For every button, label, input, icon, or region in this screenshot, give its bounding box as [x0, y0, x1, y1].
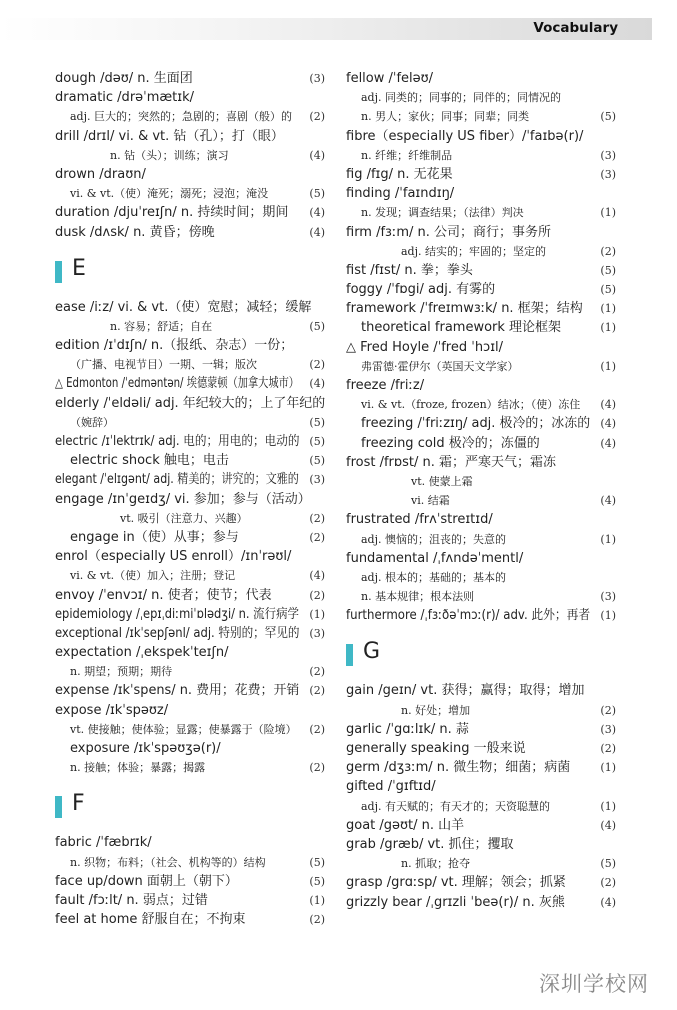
entry-text: adj. 巨大的；突然的；急剧的；喜剧（般）的 — [70, 110, 293, 124]
entry-line — [55, 720, 325, 739]
unit-number: (1) — [600, 532, 616, 546]
section-heading-g — [346, 635, 616, 677]
entry-text: gifted /ˈgɪftɪd/ — [346, 779, 436, 795]
entry-line — [346, 280, 616, 299]
entry-text: （婉辞） — [70, 415, 114, 429]
entry-line — [55, 833, 325, 852]
entry-line — [346, 816, 616, 835]
section-heading-f — [55, 787, 325, 829]
entry-text: drown /draʊn/ — [55, 166, 146, 182]
entry-text: adj. 同类的；同事的；同伴的；同情况的 — [361, 91, 562, 105]
entry-line — [55, 107, 325, 126]
entry-text: foggy /ˈfɒgi/ adj. 有雾的 — [346, 282, 496, 298]
unit-number: (3) — [600, 590, 616, 604]
entry-line — [55, 853, 325, 872]
entry-line — [55, 547, 325, 566]
unit-number: (2) — [600, 703, 616, 717]
entry-text: electric /ɪˈlektrɪk/ adj. 电的；用电的；电动的 — [55, 434, 300, 449]
unit-number: (2) — [309, 761, 325, 775]
unit-number: (2) — [309, 530, 325, 544]
entry-line — [346, 491, 616, 510]
unit-number: (1) — [309, 893, 325, 907]
entry-line — [55, 758, 325, 777]
unit-number: (2) — [309, 110, 325, 124]
entry-text: edition /ɪˈdɪʃn/ n.（报纸、杂志）一份； — [55, 338, 294, 354]
unit-number: (2) — [600, 244, 616, 258]
entry-line — [346, 261, 616, 280]
entry-text: fault /fɔːlt/ n. 弱点；过错 — [55, 892, 208, 908]
unit-number: (5) — [309, 415, 325, 429]
entry-text: vi. & vt.（使）淹死；溺死；浸泡；淹没 — [70, 187, 269, 201]
entry-text: elderly /ˈeldəli/ adj. 年纪较大的；上了年纪的 — [55, 395, 326, 411]
entry-line — [55, 317, 325, 336]
entry-line — [346, 223, 616, 242]
entry-text: n. 接触；体验；暴露；揭露 — [70, 761, 206, 775]
entry-line — [55, 586, 325, 605]
entry-text: frustrated /frʌˈstreɪtɪd/ — [346, 512, 493, 528]
entry-text: freezing cold 极冷的；冻僵的 — [361, 435, 540, 451]
entry-text: expose /ɪkˈspəʊz/ — [55, 702, 169, 718]
unit-number: (4) — [600, 494, 616, 508]
section-letter: F — [72, 791, 85, 817]
entry-line — [55, 223, 325, 242]
entry-line — [55, 336, 325, 355]
entry-text: drill /drɪl/ vi. & vt. 钻（孔）；打（眼） — [55, 128, 284, 144]
entry-line — [55, 739, 325, 758]
entry-text: fellow /ˈfeləʊ/ — [346, 71, 434, 86]
entry-line — [55, 605, 325, 624]
entry-line — [346, 835, 616, 854]
unit-number: (5) — [309, 454, 325, 468]
unit-number: (3) — [309, 626, 325, 640]
entry-line — [55, 470, 325, 489]
unit-number: (4) — [600, 818, 616, 832]
entry-line — [55, 374, 325, 393]
unit-number: (5) — [309, 319, 325, 333]
entry-line — [55, 451, 325, 470]
entry-text: freezing /ˈfriːzɪŋ/ adj. 极冷的；冰冻的 — [361, 416, 591, 432]
unit-number: (5) — [600, 263, 616, 277]
entry-text: germ /dʒɜːm/ n. 微生物；细菌；病菌 — [346, 760, 571, 776]
entry-line — [55, 203, 325, 222]
unit-number: (4) — [600, 417, 616, 431]
entry-line — [55, 566, 325, 585]
unit-number: (1) — [600, 799, 616, 813]
entry-text: vi. 结霜 — [411, 494, 450, 508]
unit-number: (2) — [309, 722, 325, 736]
unit-number: (2) — [309, 588, 325, 602]
entry-text: finding /ˈfaɪndɪŋ/ — [346, 186, 455, 202]
entry-line — [55, 509, 325, 528]
entry-line — [346, 107, 616, 126]
entry-line — [346, 318, 616, 337]
entry-text: △ Fred Hoyle /ˈfred ˈhɔɪl/ — [346, 339, 504, 355]
entry-line — [346, 165, 616, 184]
entry-line — [346, 127, 616, 146]
entry-line — [346, 758, 616, 777]
entry-line — [346, 587, 616, 606]
entry-text: elegant /ˈelɪgənt/ adj. 精美的；讲究的；文雅的 — [55, 472, 299, 488]
entry-text: grasp /grɑːsp/ vt. 理解；领会；抓紧 — [346, 875, 566, 891]
entry-text: epidemiology /ˌepɪˌdiːmiˈɒlədʒi/ n. 流行病学 — [55, 606, 299, 622]
unit-number: (4) — [600, 436, 616, 450]
entry-text: garlic /ˈgɑːlɪk/ n. 蒜 — [346, 721, 469, 737]
entry-text: engage /ɪnˈgeɪdʒ/ vi. 参加；参与（活动） — [55, 491, 311, 507]
entry-line — [346, 184, 616, 203]
unit-number: (3) — [600, 167, 616, 181]
unit-number: (1) — [600, 359, 616, 373]
entry-line — [346, 376, 616, 395]
entry-line — [55, 146, 325, 165]
unit-number: (4) — [600, 398, 616, 412]
entry-line — [55, 872, 325, 891]
entry-line — [55, 88, 325, 107]
entry-text: face up/down 面朝上（朝下） — [55, 873, 238, 889]
entry-text: frost /frɒst/ n. 霜；严寒天气；霜冻 — [346, 454, 557, 470]
page-section-title: Vocabulary — [533, 20, 618, 36]
entry-line — [55, 891, 325, 910]
left-column — [55, 69, 325, 929]
entry-text: enrol（especially US enroll）/ɪnˈrəʊl/ — [55, 549, 292, 565]
entry-text: n. 基本规律；根本法则 — [361, 590, 475, 604]
entry-text: electric shock 触电；电击 — [70, 453, 229, 469]
entry-text: vi. & vt.（使）加入；注册；登记 — [70, 569, 236, 583]
entry-text: n. 发现；调查结果；（法律）判决 — [361, 206, 524, 220]
unit-number: (3) — [600, 148, 616, 162]
section-marker — [55, 261, 62, 283]
unit-number: (2) — [309, 665, 325, 679]
entry-line — [346, 720, 616, 739]
entry-line — [55, 298, 325, 317]
entry-text: vt. 使蒙上霜 — [411, 474, 473, 488]
unit-number: (2) — [309, 913, 325, 927]
entry-line — [346, 549, 616, 568]
entry-line — [55, 624, 325, 643]
entry-line — [346, 357, 616, 376]
entry-line — [346, 69, 616, 88]
entry-line — [346, 395, 616, 414]
unit-number: (5) — [600, 110, 616, 124]
entry-line — [55, 165, 325, 184]
section-heading-e — [55, 252, 325, 294]
unit-number: (1) — [309, 607, 325, 621]
unit-number: (2) — [600, 876, 616, 890]
unit-number: (4) — [309, 148, 325, 162]
entry-text: dough /dəʊ/ n. 生面团 — [55, 71, 193, 86]
entry-line — [346, 681, 616, 700]
watermark: 深圳学校网 — [539, 972, 649, 996]
entry-line — [55, 355, 325, 374]
entry-text: feel at home 舒服自在；不拘束 — [55, 912, 246, 928]
entry-text: framework /ˈfreɪmwɜːk/ n. 框架；结构 — [346, 301, 583, 317]
unit-number: (1) — [600, 321, 616, 335]
entry-text: adj. 根本的；基础的；基本的 — [361, 570, 507, 584]
entry-text: dramatic /drəˈmætɪk/ — [55, 90, 194, 106]
unit-number: (5) — [309, 187, 325, 201]
entry-text: n. 男人；家伙；同事；同辈；同类 — [361, 110, 530, 124]
entry-line — [55, 643, 325, 662]
unit-number: (5) — [309, 435, 325, 448]
entry-text: duration /djuˈreɪʃn/ n. 持续时间；期间 — [55, 205, 289, 221]
entry-line — [346, 854, 616, 873]
entry-text: n. 纤维；纤维制品 — [361, 148, 453, 162]
entry-line — [346, 146, 616, 165]
unit-number: (4) — [600, 895, 616, 909]
entry-text: adj. 懊恼的；沮丧的；失意的 — [361, 532, 507, 546]
unit-number: (5) — [600, 283, 616, 297]
entry-line — [55, 432, 325, 451]
entry-text: vt. 使接触；使体验；显露；使暴露于（险境） — [70, 722, 297, 736]
entry-text: expense /ɪkˈspens/ n. 费用；花费；开销 — [55, 683, 300, 699]
entry-line — [55, 701, 325, 720]
entry-line — [346, 530, 616, 549]
entry-text: △ Edmonton /ˈedməntən/ 埃德蒙顿（加拿大城市） — [55, 376, 300, 392]
unit-number: (5) — [309, 874, 325, 888]
section-letter: G — [363, 639, 381, 665]
unit-number: (5) — [600, 857, 616, 871]
entry-text: vt. 吸引（注意力、兴趣） — [120, 511, 248, 525]
entry-line — [346, 88, 616, 107]
unit-number: (3) — [600, 722, 616, 736]
entry-line — [346, 606, 616, 625]
entry-line — [346, 701, 616, 720]
entry-text: n. 容易；舒适；自在 — [110, 319, 213, 333]
entry-text: n. 钻（头）；训练；演习 — [110, 148, 229, 162]
entry-line — [346, 873, 616, 892]
entry-text: firm /fɜːm/ n. 公司；商行；事务所 — [346, 224, 552, 240]
entry-line — [55, 662, 325, 681]
section-marker — [346, 644, 353, 666]
entry-text: dusk /dʌsk/ n. 黄昏；傍晚 — [55, 224, 215, 240]
unit-number: (2) — [600, 742, 616, 755]
entry-text: exceptional /ɪkˈsepʃənl/ adj. 特别的；罕见的 — [55, 625, 300, 641]
unit-number: (4) — [309, 225, 325, 239]
entry-text: fibre（especially US fiber）/ˈfaɪbə(r)/ — [346, 128, 584, 144]
entry-line — [346, 203, 616, 222]
unit-number: (4) — [309, 377, 325, 391]
entry-line — [346, 510, 616, 529]
entry-text: n. 好处；增加 — [401, 703, 471, 717]
entry-text: envoy /ˈenvɔɪ/ n. 使者；使节；代表 — [55, 587, 272, 603]
entry-text: （广播、电视节目）一期、一辑；版次 — [70, 358, 257, 372]
entry-text: n. 织物；布料；（社会、机构等的）结构 — [70, 855, 266, 869]
unit-number: (1) — [600, 761, 616, 775]
section-letter: E — [72, 255, 86, 281]
entry-text: fabric /ˈfæbrɪk/ — [55, 835, 152, 851]
entry-line — [55, 490, 325, 509]
unit-number: (4) — [309, 569, 325, 583]
entry-line — [346, 453, 616, 472]
unit-number: (3) — [309, 473, 325, 487]
entry-text: n. 期望；预期；期待 — [70, 665, 173, 679]
entry-text: exposure /ɪkˈspəʊʒə(r)/ — [70, 741, 221, 756]
header-gap — [657, 18, 677, 40]
entry-text: fig /fɪg/ n. 无花果 — [346, 166, 453, 182]
entry-line — [55, 69, 325, 88]
unit-number: (1) — [600, 302, 616, 316]
entry-text: gain /geɪn/ vt. 获得；赢得；取得；增加 — [346, 683, 585, 699]
entry-line — [346, 434, 616, 453]
entry-line — [346, 568, 616, 587]
unit-number: (3) — [309, 72, 325, 85]
entry-line — [55, 127, 325, 146]
header-bar — [0, 18, 652, 40]
unit-number: (2) — [309, 684, 325, 698]
entry-text: adj. 有天赋的；有天才的；天资聪慧的 — [361, 799, 551, 813]
entry-line — [346, 338, 616, 357]
entry-line — [55, 413, 325, 432]
entry-line — [346, 739, 616, 758]
entry-line — [346, 299, 616, 318]
unit-number: (2) — [309, 358, 325, 372]
entry-text: engage in（使）从事；参与 — [70, 529, 239, 545]
unit-number: (5) — [309, 855, 325, 869]
section-marker — [55, 796, 62, 818]
entry-text: fundamental /ˌfʌndəˈmentl/ — [346, 550, 524, 566]
entry-line — [55, 681, 325, 700]
entry-text: adj. 结实的；牢固的；坚定的 — [401, 244, 547, 258]
entry-line — [55, 528, 325, 547]
unit-number: (1) — [600, 206, 616, 220]
unit-number: (4) — [309, 206, 325, 220]
entry-text: expectation /ˌekspekˈteɪʃn/ — [55, 645, 229, 661]
entry-line — [55, 394, 325, 413]
entry-line — [55, 184, 325, 203]
entry-text: furthermore /ˌfɜːðəˈmɔː(r)/ adv. 此外；再者 — [346, 608, 591, 624]
entry-text: ease /iːz/ vi. & vt.（使）宽慰；减轻；缓解 — [55, 299, 312, 315]
entry-text: grab /græb/ vt. 抓住；攫取 — [346, 836, 514, 852]
entry-line — [346, 414, 616, 433]
entry-text: vi. & vt.（froze, frozen）结冰；（使）冻住 — [361, 398, 581, 412]
entry-text: freeze /friːz/ — [346, 378, 425, 393]
right-column — [346, 69, 616, 912]
entry-text: grizzly bear /ˌgrɪzli ˈbeə(r)/ n. 灰熊 — [346, 894, 565, 910]
entry-text: generally speaking 一般来说 — [346, 741, 526, 756]
entry-text: theoretical framework 理论框架 — [361, 320, 562, 336]
unit-number: (1) — [600, 609, 616, 623]
entry-line — [346, 797, 616, 816]
entry-text: goat /gəʊt/ n. 山羊 — [346, 817, 465, 833]
unit-number: (2) — [309, 511, 325, 525]
entry-text: 弗雷德·霍伊尔（英国天文学家） — [361, 359, 519, 373]
entry-line — [346, 893, 616, 912]
entry-line — [55, 910, 325, 929]
entry-text: n. 抓取；抢夺 — [401, 857, 471, 871]
entry-line — [346, 242, 616, 261]
entry-line — [346, 777, 616, 796]
entry-text: fist /fɪst/ n. 拳；拳头 — [346, 262, 473, 278]
entry-line — [346, 472, 616, 491]
